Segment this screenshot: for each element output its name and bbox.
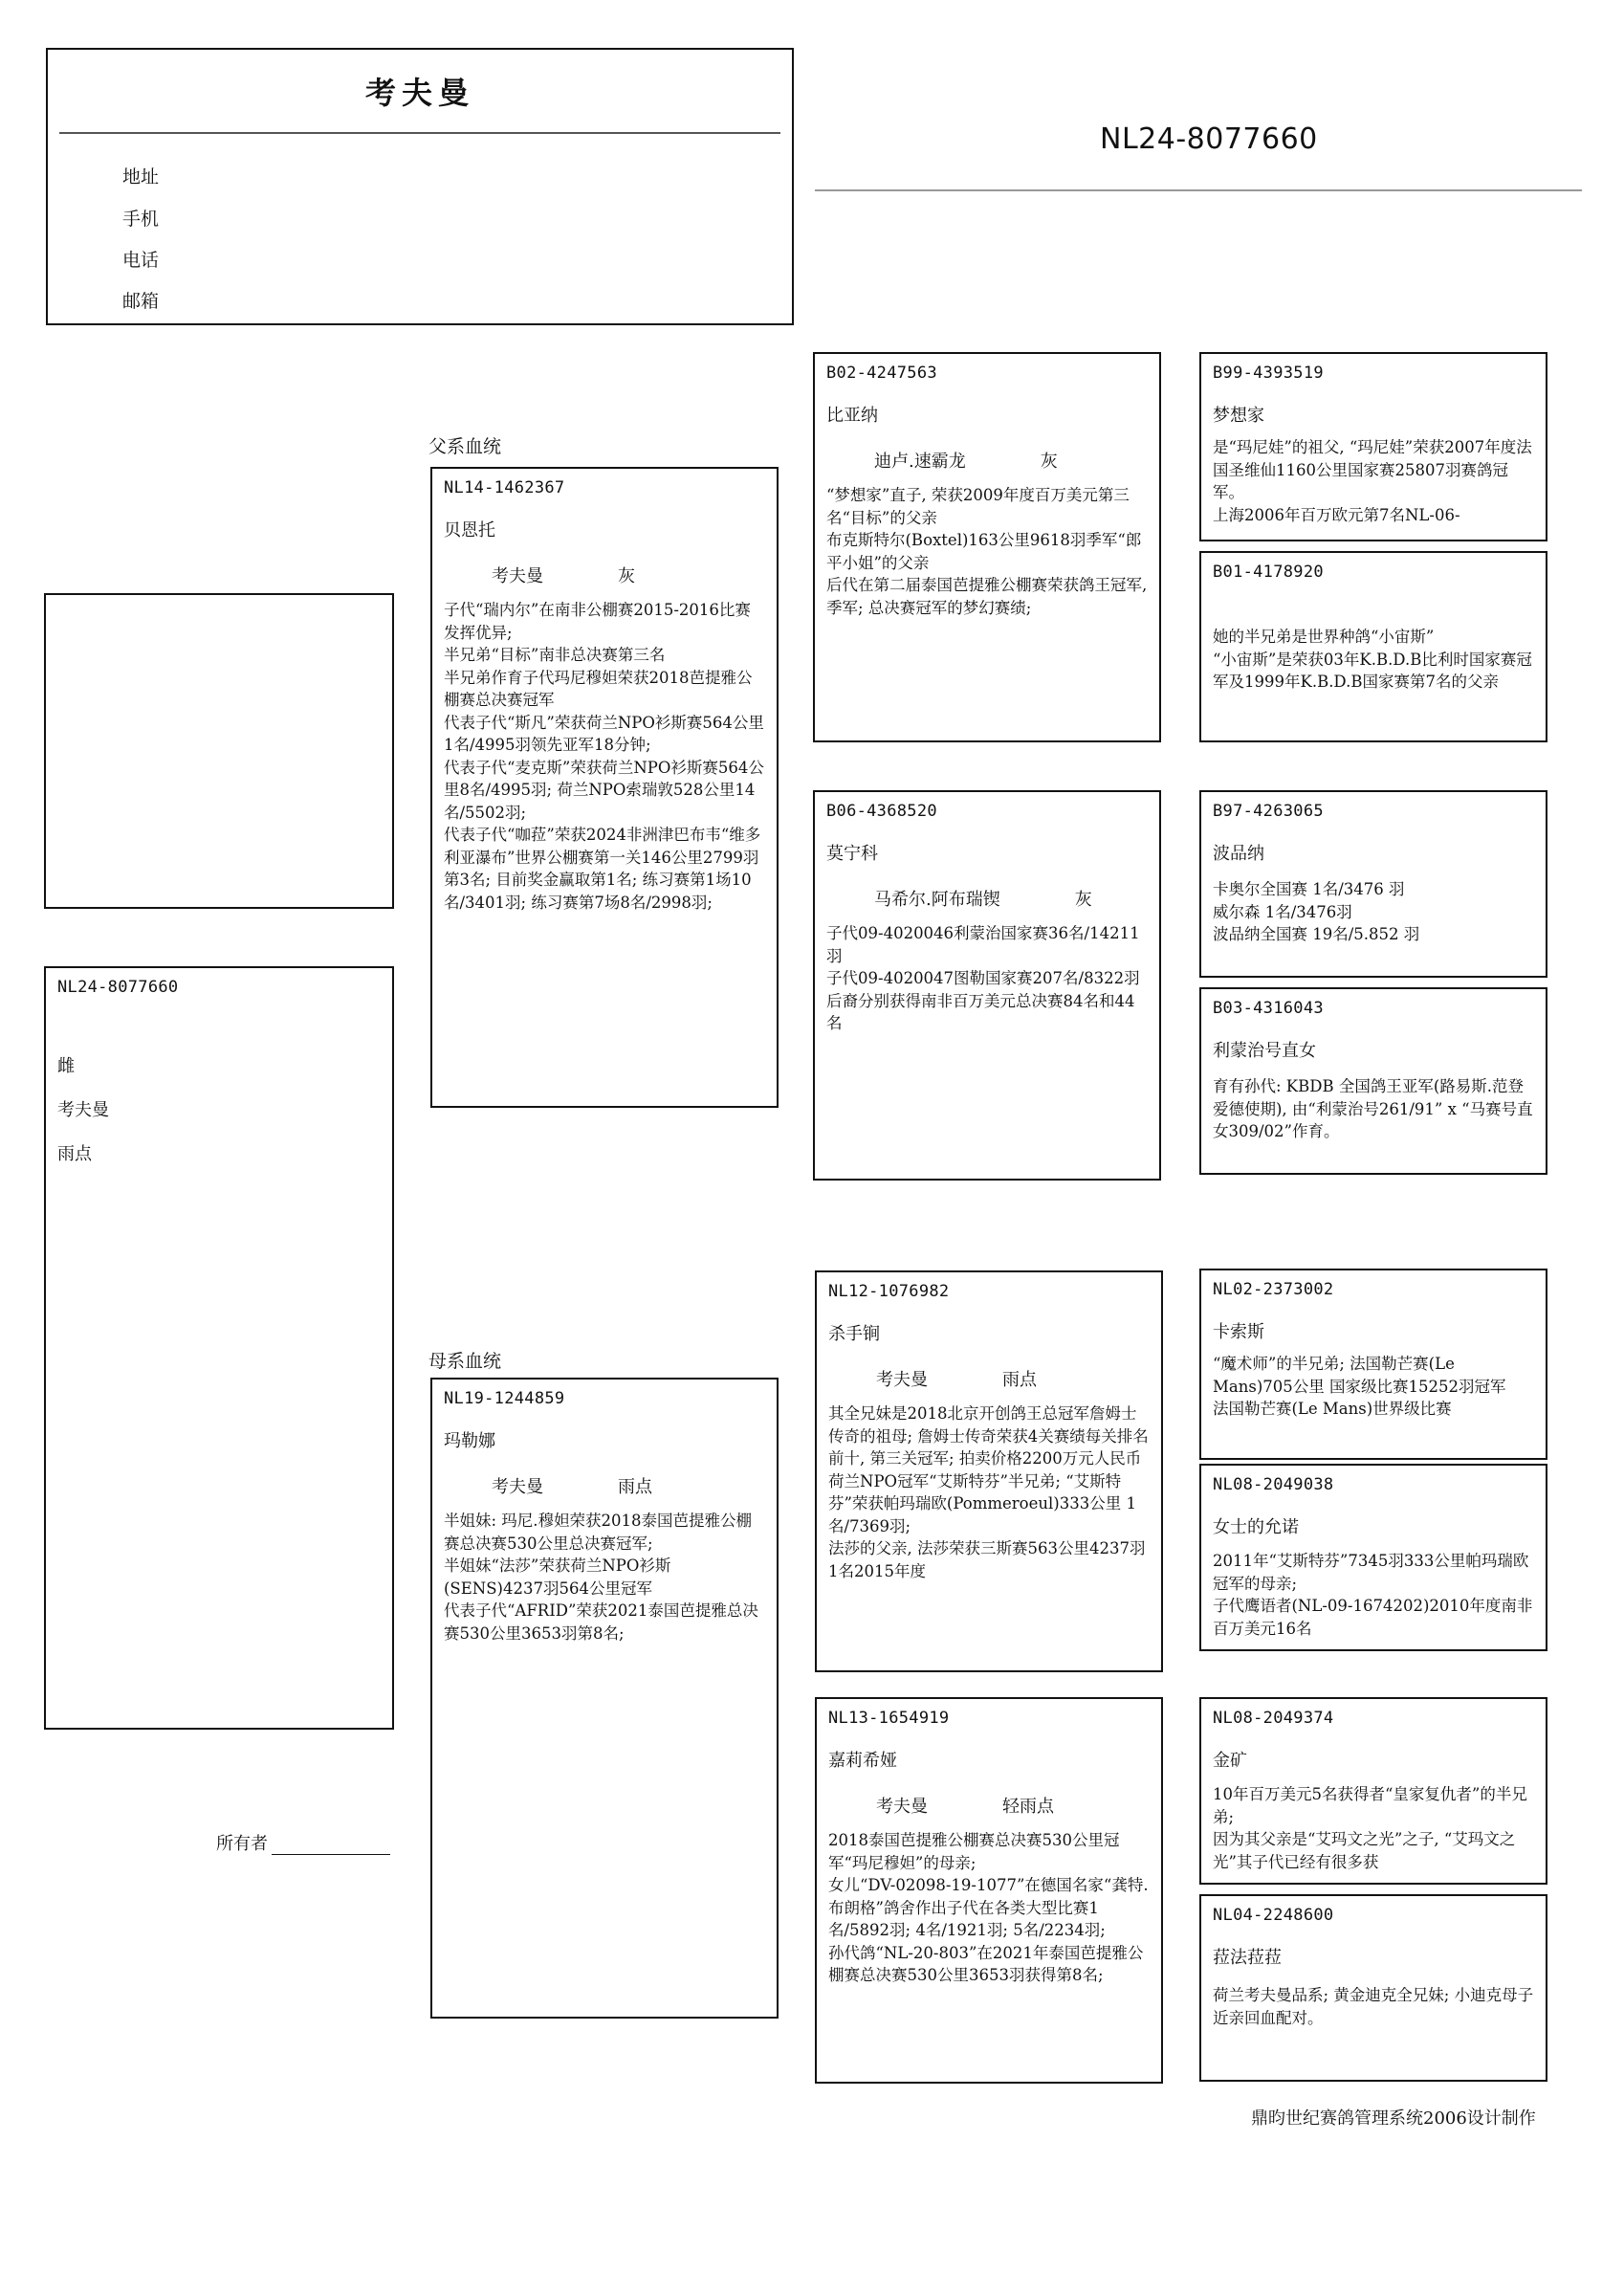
dam-sire-meta xyxy=(828,1366,1150,1391)
ddd-box xyxy=(1199,1894,1547,2082)
sire-strain: 考夫曼 xyxy=(492,566,543,586)
footer-credit: 鼎昀世纪赛鸽管理系统2006设计制作 xyxy=(1251,2108,1536,2129)
subject-ring: NL24-8077660 xyxy=(57,978,179,997)
sire-sire-meta xyxy=(826,448,1148,473)
sire-box xyxy=(430,467,779,1108)
header-box xyxy=(46,48,794,325)
sire-sire-strain: 迪卢.速霸龙 xyxy=(874,452,966,472)
sire-section-label: 父系血统 xyxy=(428,436,502,457)
sire-sire-name: 比亚纳 xyxy=(826,406,878,426)
dds-box xyxy=(1199,1697,1547,1885)
subject-color: 雨点 xyxy=(57,1144,92,1164)
sds-name: 波品纳 xyxy=(1213,844,1264,864)
sire-dam-name: 莫宁科 xyxy=(826,844,878,864)
dss-box xyxy=(1199,1269,1547,1460)
dss-ring: NL02-2373002 xyxy=(1213,1280,1334,1299)
sdd-name: 利蒙治号直女 xyxy=(1213,1041,1316,1061)
dam-sire-description: 其全兄妹是2018北京开创鸽王总冠军詹姆士传奇的祖母; 詹姆士传奇荣获4关赛绩每关排名前十, 第三关冠军; 拍卖价格2200万元人民币 荷兰NPO冠军“艾斯特芬”半兄弟; “艾斯特芬”荣获帕玛瑞欧(Pommeroeul)333公里 1名/7369羽; 法莎的父亲, 法莎荣获三斯赛563公里4237羽1名2015年度 xyxy=(828,1404,1149,1580)
sire-sire-description: “梦想家”直子, 荣获2009年度百万美元第三名“目标”的父亲 布克斯特尔(Boxtel)163公里9618羽季军“郎平小姐”的父亲 后代在第二届泰国芭提雅公棚赛荣获鸽王冠军, 季军; 总决赛冠军的梦幻赛绩; xyxy=(826,486,1148,617)
sire-sire-color: 灰 xyxy=(1040,452,1058,472)
dam-dam-ring: NL13-1654919 xyxy=(828,1709,950,1728)
sire-name: 贝恩托 xyxy=(444,520,495,541)
subject-box xyxy=(44,966,394,1730)
dam-sire-ring: NL12-1076982 xyxy=(828,1282,950,1301)
subject-sex: 雌 xyxy=(57,1056,75,1076)
sire-description: 子代“瑞内尔”在南非公棚赛2015-2016比赛发挥优异; 半兄弟“目标”南非总决赛第三名 半兄弟作育子代玛尼穆妲荣获2018芭提雅公棚赛总决赛冠军 代表子代“斯凡”荣获荷兰NPO衫斯赛564公里1名/4995羽领先亚军18分钟; 代表子代“麦克斯”荣获荷兰NPO衫斯赛564公里8名/4995羽; 荷兰NPO索瑞敦528公里14名/5502羽; 代表子代“咖菈”荣获2024非洲津巴布韦“维多利亚瀑布”世界公棚赛第一关146公里2799羽第3名; 目前奖金赢取第1名; 练习赛第1场10名/3401羽; 练习赛第7场8名/2998羽; xyxy=(444,601,764,912)
owner-signature-line xyxy=(272,1837,390,1855)
dam-dam-description: 2018泰国芭提雅公棚赛总决赛530公里冠军“玛尼穆妲”的母亲; 女儿“DV-02098-19-1077”在德国名家“龚特.布朗格”鸽舍作出子代在各类大型比赛1名/5892羽; 4名/1921羽; 5名/2234羽; 孙代鸽“NL-20-803”在2021年泰国芭提雅公棚赛总决赛530公里3653羽获得第8名; xyxy=(828,1831,1149,1984)
sss-description: 是“玛尼娃”的祖父, “玛尼娃”荣获2007年度法国圣维仙1160公里国家赛25807羽赛鸽冠军。 上海2006年百万欧元第7名NL-06- xyxy=(1213,438,1532,524)
sdd-box xyxy=(1199,987,1547,1175)
sire-dam-description: 子代09-4020046利蒙治国家赛36名/14211羽 子代09-4020047图勒国家赛207名/8322羽 后裔分别获得南非百万美元总决赛84名和44名 xyxy=(826,924,1140,1032)
dsd-description: 2011年“艾斯特芬”7345羽333公里帕玛瑞欧冠军的母亲; 子代鹰语者(NL-09-1674202)2010年度南非百万美元16名 xyxy=(1213,1552,1533,1638)
address-label: 地址 xyxy=(122,166,160,188)
dam-box xyxy=(430,1378,779,2019)
sss-box xyxy=(1199,352,1547,541)
dss-description: “魔术师”的半兄弟; 法国勒芒赛(Le Mans)705公里 国家级比赛15252羽冠军 法国勒芒赛(Le Mans)世界级比赛 xyxy=(1213,1355,1506,1418)
dam-description: 半姐妹: 玛尼.穆妲荣获2018泰国芭提雅公棚赛总决赛530公里总决赛冠军; 半姐妹“法莎”荣获荷兰NPO衫斯(SENS)4237羽564公里冠军 代表子代“AFRID”荣获2021泰国芭提雅总决赛530公里3653羽第8名; xyxy=(444,1512,758,1643)
dam-sire-color: 雨点 xyxy=(1002,1370,1037,1390)
sire-dam-color: 灰 xyxy=(1074,890,1092,910)
sds-ring: B97-4263065 xyxy=(1213,802,1324,821)
phone-label: 电话 xyxy=(122,250,160,271)
dsd-name: 女士的允诺 xyxy=(1213,1517,1299,1537)
header-divider xyxy=(59,132,780,134)
sire-sire-box xyxy=(813,352,1161,742)
sss-name: 梦想家 xyxy=(1213,406,1264,426)
sss-ring: B99-4393519 xyxy=(1213,364,1324,383)
dam-color: 雨点 xyxy=(618,1477,652,1497)
dam-dam-strain: 考夫曼 xyxy=(876,1797,928,1817)
dsd-ring: NL08-2049038 xyxy=(1213,1475,1334,1494)
sire-ring: NL14-1462367 xyxy=(444,478,565,497)
dam-sire-strain: 考夫曼 xyxy=(876,1370,928,1390)
email-label: 邮箱 xyxy=(122,291,160,312)
dds-description: 10年百万美元5名获得者“皇家复仇者”的半兄弟; 因为其父亲是“艾玛文之光”之子, “艾玛文之光”其子代已经有很多获 xyxy=(1213,1785,1527,1871)
sds-description: 卡奥尔全国赛 1名/3476 羽 威尔森 1名/3476羽 波品纳全国赛 19名/5.852 羽 xyxy=(1213,880,1420,943)
dam-ring: NL19-1244859 xyxy=(444,1389,565,1408)
dam-dam-name: 嘉莉希娅 xyxy=(828,1751,897,1771)
owner-label: 所有者 xyxy=(216,1834,268,1854)
owner-field xyxy=(216,1830,390,1855)
sire-dam-box xyxy=(813,790,1161,1181)
sire-meta xyxy=(444,563,765,587)
dam-strain: 考夫曼 xyxy=(492,1477,543,1497)
sire-color: 灰 xyxy=(618,566,635,586)
sire-dam-meta xyxy=(826,886,1148,911)
sire-sire-ring: B02-4247563 xyxy=(826,364,937,383)
ssd-description: 她的半兄弟是世界种鸽“小宙斯” “小宙斯”是荣获03年K.B.D.B比利时国家赛冠军及1999年K.B.D.B国家赛第7名的父亲 xyxy=(1213,628,1532,691)
ddd-ring: NL04-2248600 xyxy=(1213,1906,1334,1925)
ssd-ring: B01-4178920 xyxy=(1213,563,1324,582)
ddd-description: 荷兰考夫曼品系; 黄金迪克全兄妹; 小迪克母子近亲回血配对。 xyxy=(1213,1986,1534,2027)
dam-dam-meta xyxy=(828,1793,1150,1818)
top-divider xyxy=(815,189,1582,191)
ssd-box xyxy=(1199,551,1547,742)
sdd-ring: B03-4316043 xyxy=(1213,999,1324,1018)
subject-strain: 考夫曼 xyxy=(57,1100,109,1120)
dam-meta xyxy=(444,1473,765,1498)
sds-box xyxy=(1199,790,1547,978)
sdd-description: 育有孙代: KBDB 全国鸽王亚军(路易斯.范登爱德使期), 由“利蒙治号261/91” x “马赛号直女309/02”作育。 xyxy=(1213,1077,1533,1140)
ddd-name: 菈法菈菈 xyxy=(1213,1948,1282,1968)
dds-name: 金矿 xyxy=(1213,1751,1247,1771)
mobile-label: 手机 xyxy=(122,209,160,230)
dam-section-label: 母系血统 xyxy=(428,1351,502,1372)
dss-name: 卡索斯 xyxy=(1213,1322,1264,1342)
dsd-box xyxy=(1199,1464,1547,1651)
sire-dam-ring: B06-4368520 xyxy=(826,802,937,821)
dam-sire-name: 杀手锏 xyxy=(828,1324,880,1344)
top-ring-number: NL24-8077660 xyxy=(1100,122,1318,156)
dam-dam-color: 轻雨点 xyxy=(1002,1797,1054,1817)
dds-ring: NL08-2049374 xyxy=(1213,1709,1334,1728)
dam-sire-box xyxy=(815,1270,1163,1672)
dam-dam-box xyxy=(815,1697,1163,2084)
photo-box xyxy=(44,593,394,909)
header-title: 考夫曼 xyxy=(364,75,474,111)
sire-dam-strain: 马希尔.阿布瑞锲 xyxy=(874,890,1000,910)
dam-name: 玛勒娜 xyxy=(444,1431,495,1451)
